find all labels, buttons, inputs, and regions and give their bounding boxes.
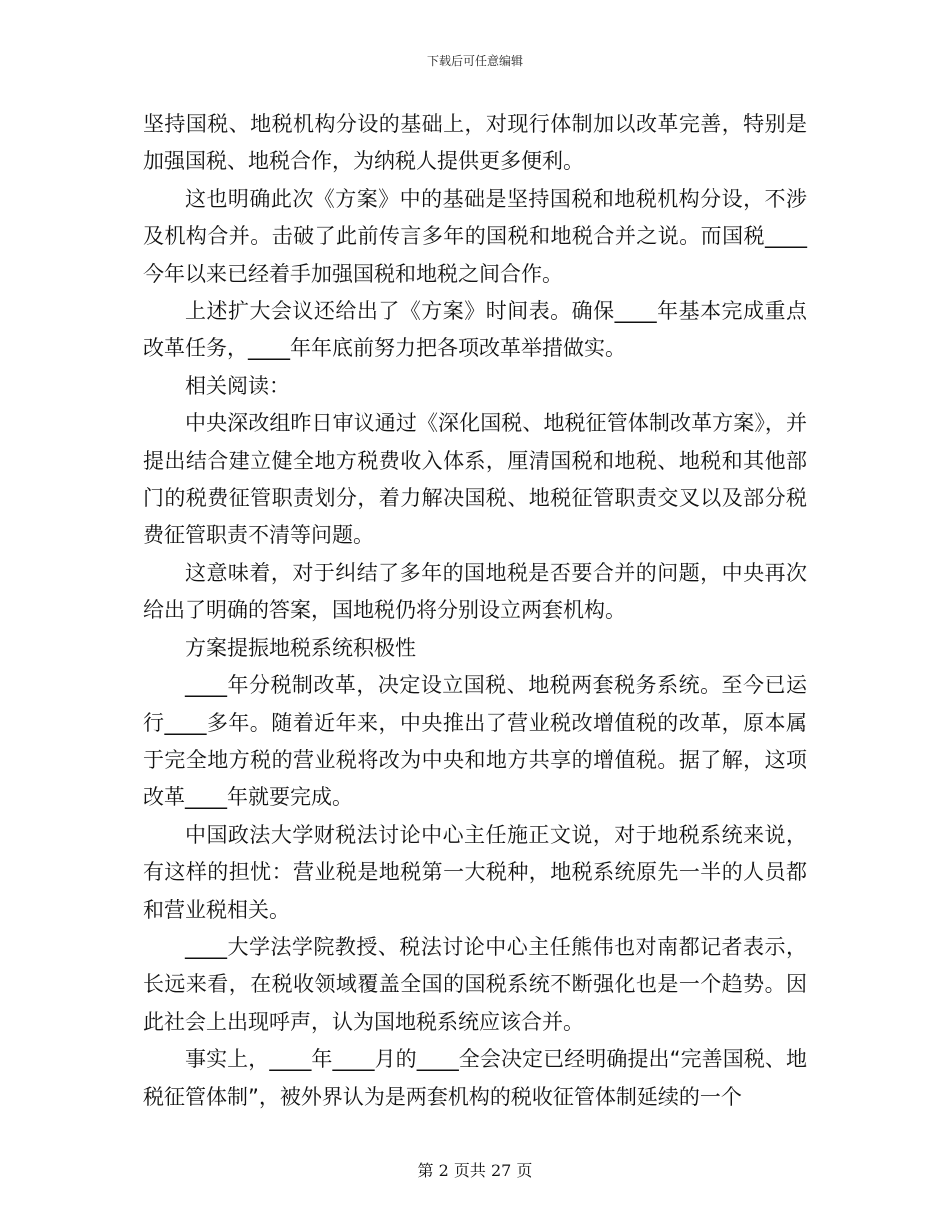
paragraph: ____年分税制改革，决定设立国税、地税两套税务系统。至今已运行____多年。随着近年来，中央推出了营业税改增值税的改革，原本属于完全地方税的营业税将改为中央和地方共享的增值税。据了解，这项改革____年就要完成。 <box>143 673 807 810</box>
paragraph: ____大学法学院教授、税法讨论中心主任熊伟也对南都记者表示，长远来看，在税收领域覆盖全国的国税系统不断强化也是一个趋势。因此社会上出现呼声，认为国地税系统应该合并。 <box>143 934 807 1034</box>
document-body <box>143 106 807 1116</box>
page-header: 下载后可任意编辑 <box>426 54 523 68</box>
paragraph-related-reading: 相关阅读： <box>185 373 290 398</box>
paragraph: 事实上，____年____月的____全会决定已经明确提出“完善国税、地税征管体制”，被外界认为是两套机构的税收征管体制延续的一个 <box>143 1047 807 1109</box>
page-footer: 第 2 页共 27 页 <box>417 1161 533 1180</box>
section-heading: 方案提振地税系统积极性 <box>185 635 416 660</box>
paragraph: 上述扩大会议还给出了《方案》时间表。确保____年基本完成重点改革任务，____年年底前努力把各项改革举措做实。 <box>143 299 807 361</box>
paragraph: 中国政法大学财税法讨论中心主任施正文说，对于地税系统来说，有这样的担忧：营业税是地税第一大税种，地税系统原先一半的人员都和营业税相关。 <box>143 822 807 922</box>
paragraph-continued: 坚持国税、地税机构分设的基础上，对现行体制加以改革完善，特别是加强国税、地税合作，为纳税人提供更多便利。 <box>143 112 807 174</box>
paragraph: 中央深改组昨日审议通过《深化国税、地税征管体制改革方案》，并提出结合建立健全地方税费收入体系，厘清国税和地税、地税和其他部门的税费征管职责划分，着力解决国税、地税征管职责交叉以及部分税费征管职责不清等问题。 <box>143 411 807 548</box>
paragraph: 这意味着，对于纠结了多年的国地税是否要合并的问题，中央再次给出了明确的答案，国地税仍将分别设立两套机构。 <box>143 560 807 623</box>
paragraph: 这也明确此次《方案》中的基础是坚持国税和地税机构分设，不涉及机构合并。击破了此前传言多年的国税和地税合并之说。而国税____今年以来已经着手加强国税和地税之间合作。 <box>143 186 807 286</box>
